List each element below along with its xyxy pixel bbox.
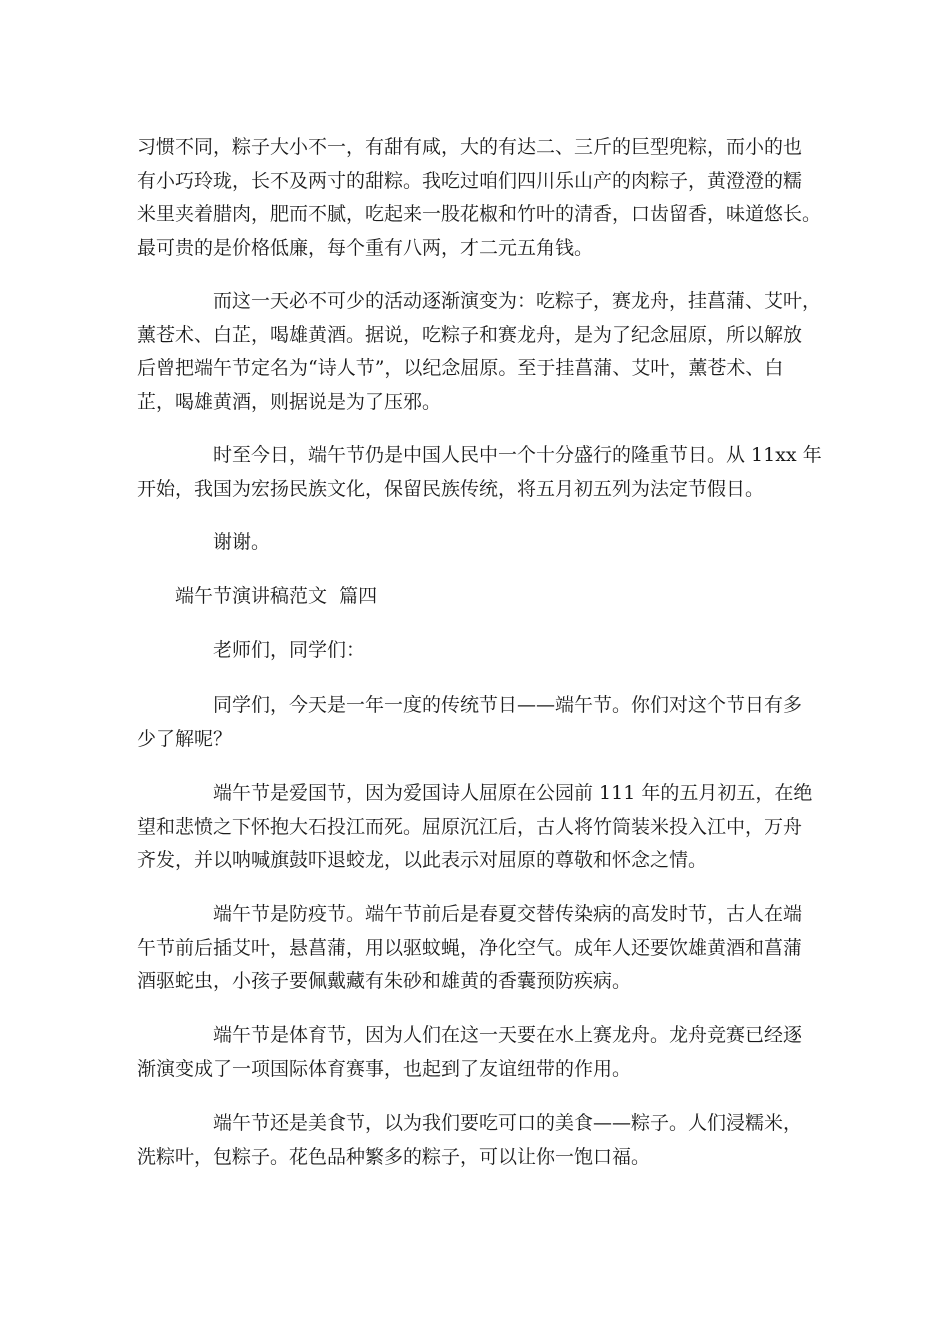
paragraph [137,439,822,506]
text-line: 习惯不同，粽子大小不一，有甜有咸，大的有达二、三斤的巨型兜粽，而小的也 [137,136,803,158]
text-line: 米里夹着腊肉，肥而不腻，吃起来一股花椒和竹叶的清香，口齿留香，味道悠长。 [137,203,822,225]
text-line: 端午节是体育节，因为人们在这一天要在水上赛龙舟。龙舟竞赛已经逐 [213,1024,803,1046]
paragraph [137,689,817,756]
paragraph [137,526,817,560]
paragraph [137,634,817,668]
text-line: 齐发，并以呐喊旗鼓吓退蛟龙，以此表示对屈原的尊敬和怀念之情。 [137,849,708,871]
text-line: 端午节是防疫节。端午节前后是春夏交替传染病的高发时节，古人在端 [213,903,803,925]
text-line: 端午节是爱国节，因为爱国诗人屈原在公园前 111 年的五月初五，在绝 [213,782,813,804]
section-heading [137,580,817,614]
paragraph [137,1107,817,1174]
text-line: 芷，喝雄黄酒，则据说是为了压邪。 [137,390,442,413]
text-line: 同学们，今天是一年一度的传统节日——端午节。你们对这个节日有多 [213,694,803,716]
text-line: 而这一天必不可少的活动逐渐演变为：吃粽子，赛龙舟，挂菖蒲、艾叶， [213,290,822,312]
paragraph [137,898,817,999]
text-line: 后曾把端午节定名为“诗人节”，以纪念屈原。至于挂菖蒲、艾叶，薰苍术、白 [137,357,784,379]
text-line: 老师们，同学们： [213,639,366,661]
text-line: 望和悲愤之下怀抱大石投江而死。屈原沉江后，古人将竹筒装米投入江中，万舟 [137,815,803,838]
text-line: 时至今日，端午节仍是中国人民中一个十分盛行的隆重节日。从 11xx 年 [213,444,822,466]
paragraph [137,1019,817,1086]
text-line: 最可贵的是价格低廉，每个重有八两，才二元五角钱。 [137,236,594,259]
paragraph [137,285,822,419]
text-line: 开始，我国为宏扬民族文化，保留民族传统，将五月初五列为法定节假日。 [137,477,765,500]
text-line: 谢谢。 [213,531,271,553]
text-line: 午节前后插艾叶，悬菖蒲，用以驱蚊蝇，净化空气。成年人还要饮雄黄酒和菖蒲 [137,936,803,959]
text-line: 洗粽叶，包粽子。花色品种繁多的粽子，可以让你一饱口福。 [137,1145,651,1168]
text-line: 有小巧玲珑，长不及两寸的甜粽。我吃过咱们四川乐山产的肉粽子，黄澄澄的糯 [137,169,803,192]
text-line: 端午节还是美食节，以为我们要吃可口的美食——粽子。人们浸糯米， [213,1112,803,1134]
paragraph [137,131,822,265]
text-line: 少了解呢？ [137,727,233,750]
paragraph [137,777,817,878]
heading-text: 端午节演讲稿范文 篇四 [175,585,378,607]
text-line: 渐演变成了一项国际体育赛事，也起到了友谊纽带的作用。 [137,1057,632,1080]
text-line: 酒驱蛇虫，小孩子要佩戴藏有朱砂和雄黄的香囊预防疾病。 [137,970,632,992]
text-line: 薰苍术、白芷，喝雄黄酒。据说，吃粽子和赛龙舟，是为了纪念屈原，所以解放 [137,323,803,346]
